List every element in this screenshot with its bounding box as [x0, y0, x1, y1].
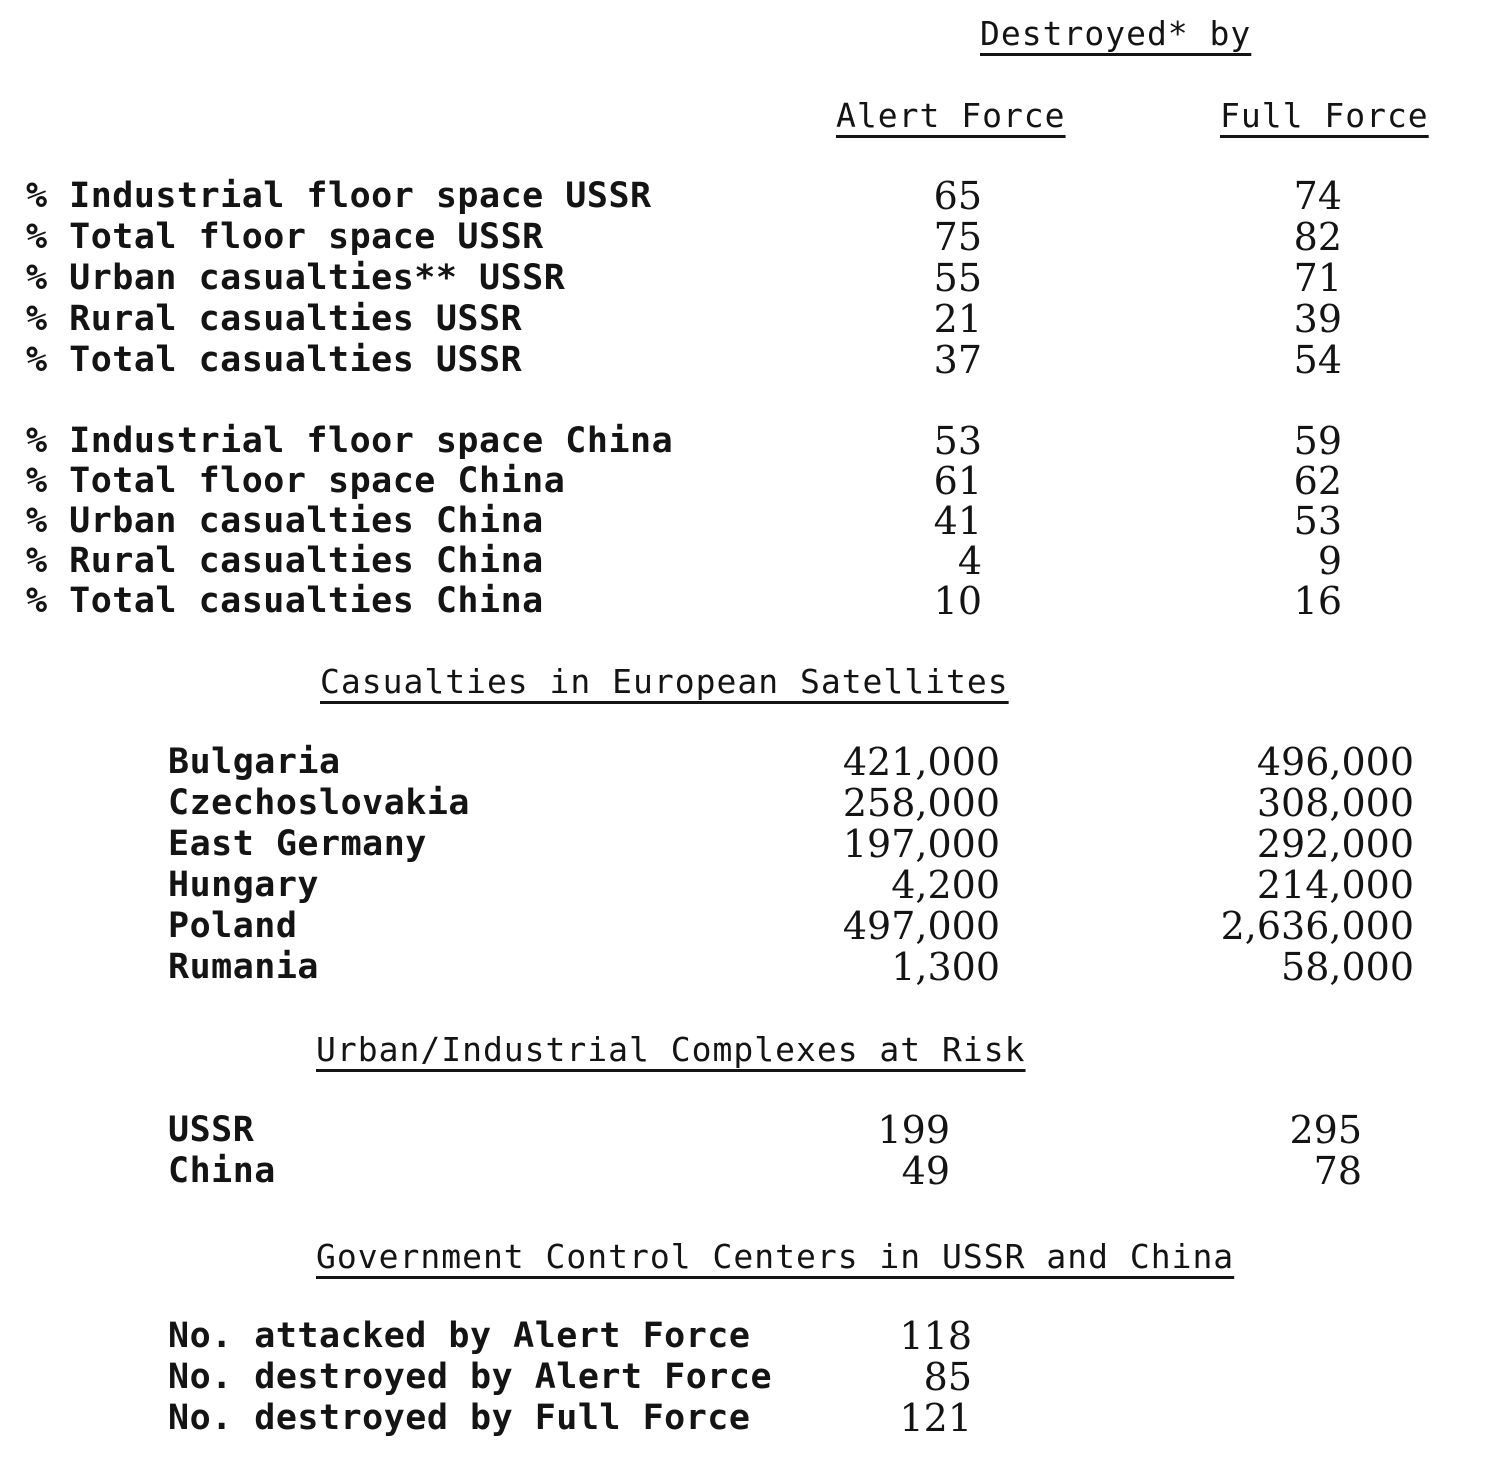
- row-label: % Total casualties USSR: [26, 340, 523, 380]
- alert-value: 199: [877, 1108, 950, 1152]
- full-value: 16: [1293, 579, 1342, 623]
- row-label: % Total casualties China: [26, 581, 544, 621]
- control-centers-heading: Government Control Centers in USSR and China: [316, 1237, 1235, 1276]
- country-label: USSR: [168, 1110, 255, 1150]
- row-label: % Rural casualties USSR: [26, 299, 523, 339]
- full-value: 59: [1293, 419, 1342, 463]
- alert-value: 21: [933, 297, 982, 341]
- full-value: 214,000: [1256, 863, 1414, 907]
- country-label: Hungary: [168, 865, 320, 905]
- full-value: 54: [1293, 338, 1342, 382]
- full-value: 39: [1293, 297, 1342, 341]
- alert-value: 55: [933, 256, 982, 300]
- full-value: 53: [1293, 499, 1342, 543]
- satellites-heading: Casualties in European Satellites: [320, 662, 1009, 701]
- full-force-column-header: Full Force: [1220, 96, 1429, 135]
- alert-value: 61: [933, 459, 982, 503]
- country-label: Bulgaria: [168, 742, 341, 782]
- alert-value: 75: [933, 215, 982, 259]
- full-value: 58,000: [1281, 945, 1414, 989]
- row-label: % Rural casualties China: [26, 541, 544, 581]
- country-label: Poland: [168, 906, 298, 946]
- full-value: 74: [1293, 174, 1342, 218]
- alert-value: 49: [901, 1149, 950, 1193]
- alert-value: 421,000: [842, 740, 1000, 784]
- alert-force-column-header: Alert Force: [836, 96, 1066, 135]
- full-value: 2,636,000: [1220, 904, 1414, 948]
- country-label: China: [168, 1151, 276, 1191]
- alert-value: 1,300: [891, 945, 1000, 989]
- alert-value: 41: [933, 499, 982, 543]
- full-value: 292,000: [1256, 822, 1414, 866]
- full-value: 78: [1313, 1149, 1362, 1193]
- destroyed-by-heading: Destroyed* by: [980, 14, 1252, 53]
- full-value: 9: [1317, 539, 1342, 583]
- control-row-value: 85: [923, 1355, 972, 1399]
- control-row-value: 118: [899, 1314, 972, 1358]
- alert-value: 4: [957, 539, 982, 583]
- alert-value: 65: [933, 174, 982, 218]
- alert-value: 258,000: [842, 781, 1000, 825]
- country-label: East Germany: [168, 824, 427, 864]
- full-value: 496,000: [1256, 740, 1414, 784]
- alert-value: 37: [933, 338, 982, 382]
- alert-value: 197,000: [842, 822, 1000, 866]
- row-label: % Total floor space USSR: [26, 217, 544, 257]
- full-value: 82: [1293, 215, 1342, 259]
- control-row-label: No. destroyed by Full Force: [168, 1398, 751, 1438]
- full-value: 62: [1293, 459, 1342, 503]
- control-row-value: 121: [899, 1396, 972, 1440]
- row-label: % Urban casualties** USSR: [26, 258, 566, 298]
- alert-value: 497,000: [842, 904, 1000, 948]
- country-label: Rumania: [168, 947, 320, 987]
- alert-value: 53: [933, 419, 982, 463]
- complexes-heading: Urban/Industrial Complexes at Risk: [316, 1030, 1026, 1069]
- full-value: 295: [1289, 1108, 1362, 1152]
- country-label: Czechoslovakia: [168, 783, 471, 823]
- row-label: % Industrial floor space USSR: [26, 176, 652, 216]
- alert-value: 10: [933, 579, 982, 623]
- full-value: 308,000: [1256, 781, 1414, 825]
- row-label: % Total floor space China: [26, 461, 566, 501]
- row-label: % Urban casualties China: [26, 501, 544, 541]
- control-row-label: No. attacked by Alert Force: [168, 1316, 751, 1356]
- alert-value: 4,200: [891, 863, 1000, 907]
- full-value: 71: [1293, 256, 1342, 300]
- row-label: % Industrial floor space China: [26, 421, 674, 461]
- control-row-label: No. destroyed by Alert Force: [168, 1357, 773, 1397]
